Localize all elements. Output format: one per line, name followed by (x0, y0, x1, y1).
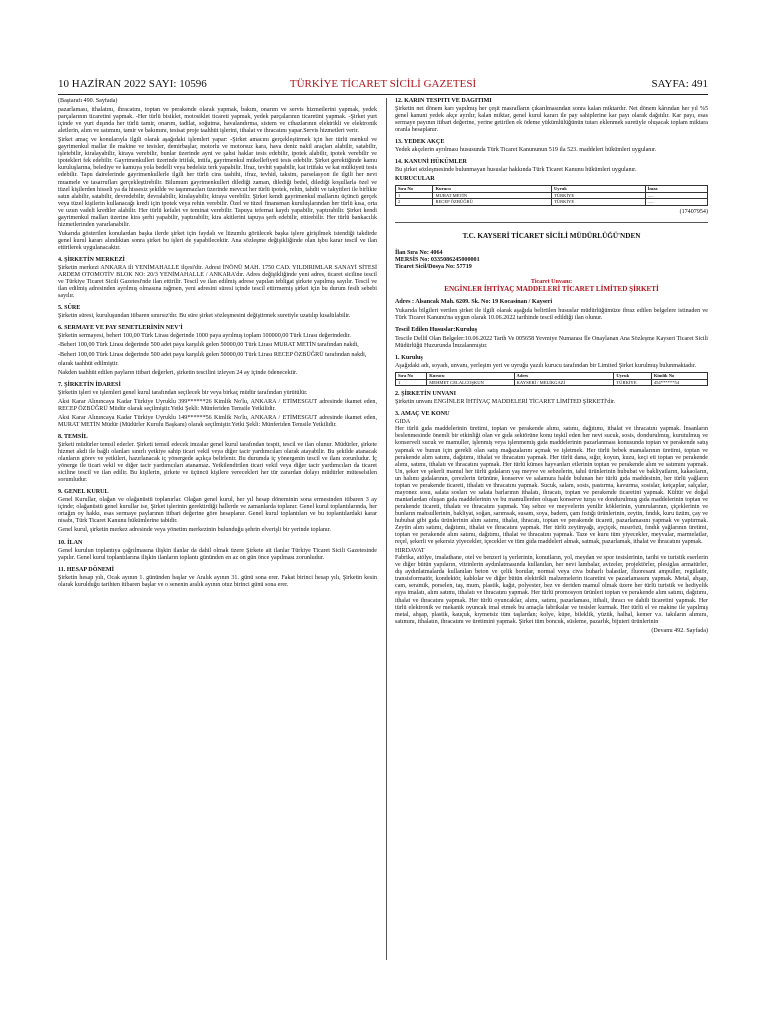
paragraph: Şirketin hesap yılı, Ocak ayının 1. gününden başlar ve Aralık ayının 31. günü sona erer. Fakat birinci hesap yılı, Şirketin kesin olarak kurulduğu tarihten itibaren başlar ve o senenin aralık ayının otuz birinci günü sona erer. (58, 574, 377, 588)
section-heading: 12. KARIN TESPİTİ VE DAĞITIMI (395, 98, 492, 104)
section-heading: 4. ŞİRKETİN MERKEZİ (58, 256, 125, 263)
trade-name: ENGİNLER İHTİYAÇ MADDELERİ TİCARET LİMİTED ŞİRKETİ (444, 284, 659, 293)
founder-table (395, 372, 708, 386)
section-divider (395, 222, 708, 223)
table-cell: RECEP ÖZBÜĞRÜ (433, 199, 552, 205)
column-divider (386, 98, 387, 960)
paragraph: Genel kurulun toplantıya çağrılmasına ilişkin ilanlar da dahil olmak üzere Şirkete ait ilanlar Türkiye Ticaret Sicili Gazetesinde yapılır. Genel kurul toplantılarına ilişkin ilanların toplantı gününden en az on gün önce yapılması zorunludur. (58, 547, 377, 561)
section-heading: 9. GENEL KURUL (58, 489, 109, 496)
paragraph: Yedek akçelerin ayrılması hususunda Türk Ticaret Kanununun 519 ila 523. maddeleri hükümleri uygulanır. (395, 147, 657, 154)
table-header-cell: Sıra No (396, 373, 427, 379)
table-cell: ...... (645, 199, 707, 205)
paragraph: Yukarıda bilgileri verilen şirket ile ilgili olarak aşağıda belirtilen hususlar müdürlüğümüze ibraz edilen belgelere istinaden ve Türk Ticaret Kanunu'na uygun olarak 10.06.2022 tarihinde tescil edildiği ilan olunur. (395, 308, 708, 322)
trade-name-block (395, 279, 708, 293)
section-heading: 13. YEDEK AKÇE (395, 139, 445, 146)
paragraph: Yukarıda gösterilen konulardan başka ilerde şirket için faydalı ve lüzumlu görülecek başka işlere girişilmek istendiği takdirde genel kurul kararı alındıktan sonra şirket bu işleri de yapabilecektir. Ana sözleşme değişikliğinde olan işbu karar tescil ve ilan ettirilerek uygulanacaktır. (58, 230, 377, 251)
section-heading: 3. AMAÇ VE KONU (395, 411, 450, 418)
paragraph: -Beheri 100,00 Türk Lirası değerinde 500 adet paya karşılık gelen 50000,00 Türk Lirası MURAT METİN tarafından nakdi, (58, 342, 359, 349)
registered-items: Tescil Edilen Hususlar:Kuruluş (395, 327, 478, 334)
left-column (58, 98, 377, 960)
section-heading: 6. SERMAYE VE PAY SENETLERİNİN NEV'İ (58, 325, 183, 332)
subheading: GIDA (395, 419, 411, 426)
paragraph: Genel kurul, şirketin merkez adresinde veya yönetim merkezinin bulunduğu şehrin elverişli bir yerinde toplanır. (58, 527, 331, 534)
header-rule (58, 94, 708, 95)
paragraph: Şirketin unvanı ENGİNLER İHTİYAÇ MADDELERİ TİCARET LİMİTED ŞİRKETİ'dir. (395, 399, 616, 406)
gazette-title: TÜRKİYE TİCARET SİCİLİ GAZETESİ (289, 78, 477, 90)
paragraph: Aşağıdaki adı, soyadı, unvanı, yerleşim yeri ve uyruğu yazılı kurucu tarafından bir Limited Şirket kurulmuş bulunmaktadır. (395, 363, 697, 370)
table-header-cell: Kurucu (433, 186, 552, 192)
right-column (395, 98, 708, 960)
paragraph: Aksi Karar Alınıncaya Kadar Türkiye Uyruklu 399******26 Kimlik No'lu, ANKARA / ETİMESGUT adresinde ikamet eden, RECEP ÖZBÜĞRÜ Müdür olarak seçilmiştir.Yetki Şekli: Münferiden Temsile Yetkilidir. (58, 398, 377, 412)
paragraph: Şirket amaç ve konularıyla ilgili olarak aşağıdaki işlemleri yapar: -Şirket amacını gerçekleştirmek için her türlü menkul ve gayrimenkul mallar ile makine ve tesisler, demirbaşlar, motorlu ve motorsuz kara, hava deniz nakil araçları alabilir, satabilir, işletebilir, kiralayabilir, kiraya verebilir, bunlar üzerinde ayni ve şahsi haklar tesis edebilir, ipotek alabilir, ipotek verebilir ve ipotekleri fek edebilir. Gayrimenkulleri üzerinde irtifak, intifa, gayrimenkul mükellefiyeti tesis edebilir. Şirket gerektiğinde kamu kuruluşlarına, belediye ve kamuya yola bedelli veya bedelsiz terk yapabilir. İfraz, tevhit yapabilir, kat irtifakı ve kat mülkiyeti tesis edebilir. Tapu dairelerinde gayrimenkullerle ilgili her türlü cins tashihi, ifraz, tevhid, taksim, parselasyon ile ilgili her nevi muamele ve tasarrufları gerçekleştirebilir. Bilumum gayrimenkulleri dilediği zaman, dilediği bedel, dilediği koşullarla özel ve tüzel kişilerden hisseli ya da hissesiz şekilde ve taşınmazları üzerinde mevcut her türlü ipotek, rehin, tahdit ve takyitleri ile birlikte satın alabilir, satabilir, devredebilir, devralabilir, kiralayabilir, kiraya verebilir. Şirket kendi gayrimenkul mallarını üçüncü gerçek veya tüzel kişilerin kullanacağı kredi için ipotek veya rehin verebilir. Özel ve tüzel finansman kuruluşlarından her türlü kısa, orta ve uzun vadeli krediler alabilir. Her türlü kefalet ve teminat verebilir. Tapuya tefernat kaydı yapabilir, yaptırabilir. Şirket kendi gayrimenkul malları üzerine kira şerhi yapabilir, yaptırabilir, kira akitlerini tapuya şerh edebilir, ettirebilir. Her türlü bankacılık hizmetlerinden yararlanabilir. (58, 137, 377, 228)
paragraph: Şirketin sermayesi, beheri 100,00 Türk Lirası değerinde 1000 paya ayrılmış toplam 100000,00 Türk Lirası değerindedir. (58, 333, 351, 340)
table-header-cell: Kurucu (427, 373, 514, 379)
table-header-cell: Sıra No (396, 186, 433, 192)
announcement-reference: (17407954) (679, 208, 708, 215)
paragraph: Nakden taahhüt edilen payların itibari değerleri, şirketin tescilini izleyen 24 ay içinde ödenecektir. (58, 369, 298, 376)
paragraph: -Beheri 100,00 Türk Lirası değerinde 500 adet paya karşılık gelen 50000,00 Türk Lirası RECEP ÖZBÜĞRÜ tarafından nakdi, (58, 351, 367, 358)
table-row (396, 379, 708, 385)
table-cell: 454******54 (651, 379, 707, 385)
paragraph: Şirketin işleri ve işlemleri genel kurul tarafından seçilecek bir veya birkaç müdür tarafından yürütülür. (58, 389, 308, 396)
section-heading: 1. Kuruluş (395, 355, 423, 362)
company-address: Adres : Alsancak Mah. 6209. Sk. No: 19 Kocasinan / Kayseri (395, 299, 553, 306)
table-cell: 1 (396, 379, 427, 385)
registry-office-title: T.C. KAYSERİ TİCARET SİCİLİ MÜDÜRLÜĞÜ'NDEN (462, 231, 641, 240)
table-header-cell: Kimlik No (651, 373, 707, 379)
mersis-number: MERSİS No: 0335086245000001 (395, 256, 480, 263)
paragraph: Aksi Karar Alınıncaya Kadar Türkiye Uyruklu 149******56 Kimlik No'lu, ANKARA / ETİMESGUT adresinde ikamet eden, MURAT METİN Müdür (Müdürler Kurulu Başkanı) olarak seçilmiştir.Yetki Şekli: Münferiden Temsile Yetkilidir. (58, 414, 377, 428)
continued-on: (Devamı 492. Sayfada) (651, 627, 708, 634)
page-number: SAYFA: 491 (651, 78, 708, 90)
section-heading: 7. ŞİRKETİN İDARESİ (58, 381, 121, 388)
paragraph: Şirketin süresi, kuruluşundan itibaren sınırsız'dır. Bu süre şirket sözleşmesini değiştirmek suretiyle uzatılıp kısaltılabilir. (58, 313, 351, 320)
table-header-cell: Adres (514, 373, 614, 379)
table-cell: MEHMET CELALCOŞKUN (427, 379, 514, 385)
gazette-page (58, 78, 708, 958)
table-row (396, 199, 708, 205)
announcement-number: İlan Sıra No: 4064 (395, 249, 443, 256)
table-cell: TÜRKİYE (551, 192, 645, 198)
paragraph: olarak taahhüt edilmiştir. (58, 360, 119, 367)
section-heading: 10. İLAN (58, 539, 83, 546)
table-cell: 1 (396, 192, 433, 198)
section-heading: 5. SÜRE (58, 305, 81, 312)
paragraph: Tescile Dellil Olan Belgeler:10.06.2022 Tarih Ve 005658 Yevmiye Numarası İle Onaylanan Ana Sözleşme Kayseri Ticaret Sicili Müdürlüğü Huzurunda İmzalanmıştır. (395, 336, 708, 350)
table-header-cell: Uyruk (614, 373, 651, 379)
table-cell: 2 (396, 199, 433, 205)
paragraph: Şirketi müdürler temsil ederler. Şirketi temsil edecek imzalar genel kurul tarafından tespit, tescil ve ilan olunur. Müdürler, şirkete hizmet akdi ile bağlı olanları sınırlı yetkiye sahip ticari vekil veya diğer tacir yardımcıları olarak atayabilir. Bu şekilde atanacak olanların görev ve yetkileri, hazırlanacak iç yönergede açıkça belirlenir. Bu durumda iç yönergenin tescil ve ilanı zorunludur. İç yönerge ile ticari vekil ve diğer tacir yardımcıları atanamaz. Yetkilendirilen ticari vekil veya diğer tacir yardımcıları da ticaret siciline tescil ve ilan edilir. Bu kişilerin, şirkete ve üçüncü kişilere verecekleri her tür zarardan dolayı müdürler müteselsilen sorumludur. (58, 441, 377, 484)
subheading: HIRDAVAT (395, 548, 425, 555)
paragraph: pazarlaması, ithalatını, ihracatını, toptan ve perakende olarak yapmak, bakım, onarım ve servis hizmetlerini yapmak, yedek parçalarının ticaretini yapmak. -Her türlü bisiklet, motosiklet ticareti yapmak, yedek parçalarının ticaretini yapmak. -Şirket yurt içinde ve yurt dışında her türlü tamir, onarım, tadilat, soğutma, havalandırma, sistem ve cihazlarının elektrikli ve elektronik aletlerin, alım ve satımını, tamir ve bakımını, tesisat proje taahhüt işlerini, ithalat ve ihracatını yapar.Servis hizmetleri verir. (58, 107, 377, 135)
founders-heading: KURUCULAR (395, 176, 435, 183)
section-heading: 8. TEMSİL (58, 433, 88, 440)
paragraph: Bu şirket sözleşmesinde bulunmayan hususlar hakkında Türk Ticaret Kanunu hükümleri uygulanır. (395, 167, 637, 174)
continued-from: (Baştarafı 490. Sayfada) (58, 98, 118, 104)
table-cell: ...... (645, 192, 707, 198)
paragraph: Her türlü gıda maddelerinin üretimi, toptan ve perakende alımı, satımı, dağıtımı, ithalat ve ihracatını yapmak. İnsanların beslenmesinde önemli bir etkinliği olan ve gıda sektörüne konu teşkil eden her nevi sucuk, sosis, dondurulmuş, kurutulmuş ve konserveli sucuk ve mamuller, işlenmiş veya işlenmemiş gıda maddelerinin pazarlanması konusunda toptan ve perakende satış yapmak ve bunun için gerekli olan satış mağazalarını açmak ve işletmek. Her türlü bebek mamalarının üretimi, toptan ve perakende alım satımı, dağıtımı, ithalat ve ihracatını yapmak. Her türlü dana, sığır, koyun, kuzu, keçi eti toptan ve perakende alımı, satımı, ithalatı ve ihracatını yapmak. Her türlü kümes hayvanları etlerinin toptan ve perakende alım ve satımını yapmak. Un, şeker ve şekerli mamul her türlü gıdaların yaş meyve ve sebzelerin, tahıl ürünlerinin hububat ve bakliyatların, kakaoların, un halımı gıdalarının, çerezlerin ürününe, konserve ve salamura halde bulunan her türlü gıda maddesinin, her türlü yağların toptan ve perakende ticareti, ithalatı ve ihracatını yapmak. Sucuk, salam, sosis, pastırma, kavurma, sosislar, ketçaplar, salçalar, mayonez sosu, salata sosları ve salata barlarının ithalatı, ihracatı, toptan ve perakende ticaretini yapmak. Kültür ve doğal mantarlardan oluşan gıda maddelerinin ve bu mamullerden oluşan konserve turşu ve dondurulmuş gıda maddelerinin toptan ve perakende ticareti, ithalatı ve ihracatını yapmak. Yaş sebze ve meyvelerin yenilir köklerinin, yumrularının, çiçeklerinin ve bunların mahsullerinin, bakliyat, soğan, sarımsak, susam, soya, badem, çam fıstığı ürünlerinin, zeytin, fındık, kuru üzüm, çay ve hububat gibi gıda ürünlerinin alım satımı, ithalat, ihracatı, toptan ve perakende ticareti, pazarlamasını yapmak ve yaptırmak. Zeytin alım satımı, dağıtımı, ithalat ve ihracatını yapmak. Her türlü zeytinyağı, ayçiçek, mısırözü, fındık yağlarının üretimi, toptan ve perakende alım satımı, dağıtımı, ithalat ve ihracatını yapmak. Taze ve kuru tüm yiyecekler, meyvalar, marmelatlar, reçel, şekerli ve şekersiz yiyecekler, içecekler ve tüm gıda maddeleri almak, satmak, pazarlamak, ithalat ve ihracatını yapmak. (395, 426, 708, 546)
paragraph: Fabrika, atölye, imalathane, otel ve benzeri iş yerlerinin, konutların, yol, meydan ve spor tesislerinin, tarihi ve turistik eserlerin ve diğer bütün yapıların, vitrinlerin aydınlatmasında kullanılan, her nevi lambalar, avizeler, projektörler, plesiglas armatürler, dış aydınlatmalarda kullanılan beton ve çelik borular, normal veya civa buharlı balastlar, fluoresant ampuller, regülatör, transisformatör, kondektör, kablolar ve diğer bütün elektrikli malzemelerin ticaretini ve pazarlamasını yapmak. Metal, ahşap, cam, seramik, porselen, taş, mum, plastik, kağıt, polyester, bez ve deriden mamul olmak üzere her türlü turistik ve hediyelik eşya imalatı, alım satımı, ithalatı ve ihracatını yapmak. Her türlü promosyon ürünleri toptan ve perakende alım satımı, dağıtımı, ithalat ve ihracatını yapmak. Her türlü oyuncaklar, alımı, satımı, pazarlaması, itihali, ihracı ve dahili ticaretini yapmak. Her türlü elektronik ve mekanik oyuncak imal etmek bu amaçla fabrikalar ve tesisler kurmak. Her türlü el ve makine ile yapılmış metal, ahşap, plastik, kauçuk, kıymetsiz tüm taşlardan; kolye, küpe, bileklik, yüzük, halhal, kemer v.s. takıların alımını, satımını, ithalatın, ihracatını ve üretimini yapmak. Şirket tüm boncuk, süsleme, pazarlık, bijuteri ürünlerinin (395, 555, 708, 625)
section-heading: 2. ŞİRKETİN UNVANI (395, 391, 457, 398)
table-header-cell: Uyruk (551, 186, 645, 192)
paragraph: Şirketin merkezi ANKARA ili YENİMAHALLE ilçesi'dir. Adresi İNÖNÜ MAH. 1750 CAD. YILDIRIMLAR SANAYİ SİTESİ ARDEM OTOMOTİV BLOK NO: 20/3 YENİMAHALLE / ANKARA'dır. Adres değişikliğinde yeni adres, ticaret siciline tescil ve Türkiye Ticaret Sicili Gazetesi'nde ilan ettirilir. Tescil ve ilan edilmiş adrese yapılan tebligat şirkete yapılmış sayılır. Tescil ve ilan edilmiş adresinden ayrılmış olmasına rağmen, yeni adresini süresi içinde tescil ettirmemiş şirket için bu durum fesih sebebi sayılır. (58, 265, 377, 300)
table-header-cell: İmza (645, 186, 707, 192)
issue-date: 10 HAZİRAN 2022 SAYI: 10596 (58, 78, 207, 90)
paragraph: Şirketin net dönem karı yapılmış her çeşit masrafların çıkarılmasından sonra kalan miktardır. Net dönem kârından her yıl %5 genel kanuni yedek akçe ayrılır, kalan miktar, genel kurul kararı ile pay sahiplerine kar payı olarak dağıtılır. Kar payı, esas sermaye payının itibari değerine, yerine getirilen ek ödeme yükümlülüğünün tutarı eklenmek suretiyle oluşacak toplam miktara oranla hesaplanır. (395, 106, 708, 134)
paragraph: Genel Kurullar, olağan ve olağanüstü toplanırlar. Olağan genel kurul, her yıl hesap döneminin sona ermesinden itibaren 3 ay içinde; olağanüstü genel kurullar ise, Şirket işlerinin gerektirdiği hallerde ve zamanlarda toplanır. Genel kurul toplantılarında, her ortağın oy hakkı, esas sermaye paylarının itibari değerine göre hesaplanır. Genel kurul toplantıları ve bu toplantılardaki karar nisabı, Türk Ticaret Kanunu hükümlerine tabidir. (58, 497, 377, 525)
table-cell: TÜRKİYE (551, 199, 645, 205)
founders-table (395, 185, 708, 205)
table-cell: TÜRKİYE (614, 379, 651, 385)
section-heading: 11. HESAP DÖNEMİ (58, 566, 115, 573)
page-header (58, 78, 708, 92)
section-heading: 14. KANUNİ HÜKÜMLER (395, 159, 467, 166)
table-cell: MURAT METİN (433, 192, 552, 198)
table-cell: KAYSERİ / MELİKGAZİ (514, 379, 614, 385)
trade-name-label: Ticaret Unvanı: (530, 278, 573, 285)
registry-number: Ticaret Sicil/Dosya No: 57719 (395, 263, 472, 270)
